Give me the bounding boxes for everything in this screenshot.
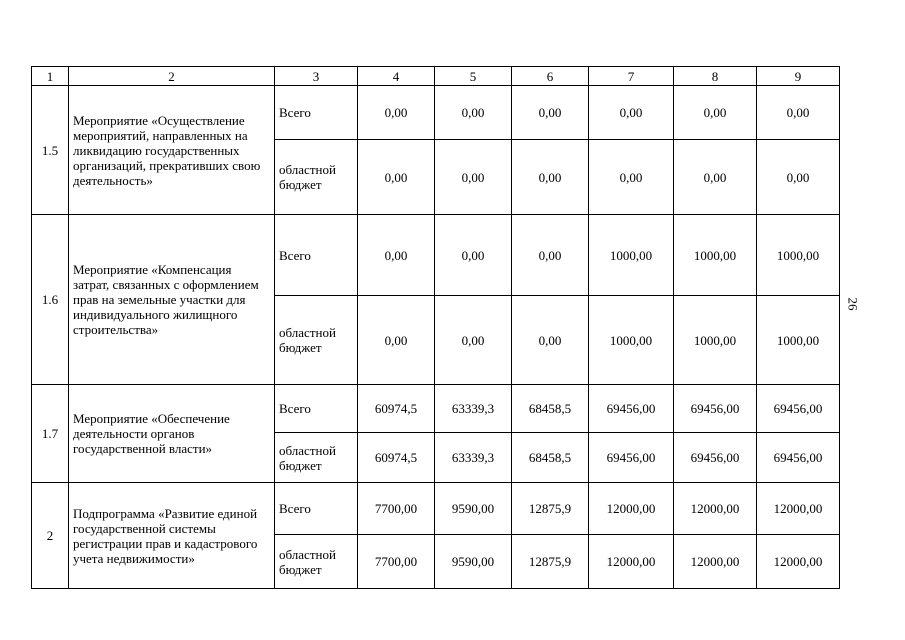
value-cell: 1000,00 <box>674 296 757 385</box>
funding-source: областной бюджет <box>275 433 358 483</box>
table-row <box>32 483 840 535</box>
value-cell: 0,00 <box>589 86 674 140</box>
value-cell: 1000,00 <box>589 215 674 296</box>
header-cell: 5 <box>435 67 512 86</box>
row-number: 2 <box>32 483 69 589</box>
value-cell: 1000,00 <box>757 296 840 385</box>
page-number: 26 <box>845 297 861 311</box>
value-cell: 69456,00 <box>589 385 674 433</box>
value-cell: 1000,00 <box>757 215 840 296</box>
table-row <box>32 86 840 140</box>
funding-source: Всего <box>275 385 358 433</box>
row-name: Мероприятие «Компенсация затрат, связанных с оформлением прав на земельные участки для индивидуального жилищного строительства» <box>69 215 275 385</box>
value-cell: 0,00 <box>358 140 435 215</box>
value-cell: 69456,00 <box>674 433 757 483</box>
header-cell: 3 <box>275 67 358 86</box>
table-row <box>32 385 840 433</box>
value-cell: 0,00 <box>358 86 435 140</box>
row-number: 1.6 <box>32 215 69 385</box>
value-cell: 0,00 <box>512 86 589 140</box>
value-cell: 69456,00 <box>757 385 840 433</box>
value-cell: 7700,00 <box>358 483 435 535</box>
header-cell: 1 <box>32 67 69 86</box>
value-cell: 1000,00 <box>674 215 757 296</box>
value-cell: 0,00 <box>358 215 435 296</box>
value-cell: 0,00 <box>435 86 512 140</box>
budget-table <box>31 66 840 589</box>
value-cell: 12000,00 <box>757 483 840 535</box>
header-cell: 7 <box>589 67 674 86</box>
value-cell: 0,00 <box>674 140 757 215</box>
value-cell: 0,00 <box>512 140 589 215</box>
value-cell: 69456,00 <box>589 433 674 483</box>
value-cell: 0,00 <box>674 86 757 140</box>
value-cell: 12875,9 <box>512 535 589 589</box>
value-cell: 9590,00 <box>435 483 512 535</box>
funding-source: областной бюджет <box>275 296 358 385</box>
header-row <box>32 67 840 86</box>
value-cell: 68458,5 <box>512 385 589 433</box>
value-cell: 0,00 <box>435 296 512 385</box>
header-cell: 9 <box>757 67 840 86</box>
row-name: Подпрограмма «Развитие единой государственной системы регистрации прав и кадастрового учета недвижимости» <box>69 483 275 589</box>
value-cell: 68458,5 <box>512 433 589 483</box>
value-cell: 12000,00 <box>757 535 840 589</box>
value-cell: 69456,00 <box>674 385 757 433</box>
funding-source: областной бюджет <box>275 140 358 215</box>
value-cell: 63339,3 <box>435 385 512 433</box>
value-cell: 0,00 <box>589 140 674 215</box>
value-cell: 60974,5 <box>358 433 435 483</box>
value-cell: 0,00 <box>512 296 589 385</box>
value-cell: 12000,00 <box>589 483 674 535</box>
funding-source: областной бюджет <box>275 535 358 589</box>
funding-source: Всего <box>275 483 358 535</box>
value-cell: 12000,00 <box>589 535 674 589</box>
header-cell: 4 <box>358 67 435 86</box>
value-cell: 7700,00 <box>358 535 435 589</box>
value-cell: 60974,5 <box>358 385 435 433</box>
header-cell: 8 <box>674 67 757 86</box>
header-cell: 6 <box>512 67 589 86</box>
row-number: 1.7 <box>32 385 69 483</box>
row-name: Мероприятие «Обеспечение деятельности органов государственной власти» <box>69 385 275 483</box>
funding-source: Всего <box>275 86 358 140</box>
table-row <box>32 215 840 296</box>
value-cell: 0,00 <box>757 140 840 215</box>
value-cell: 12000,00 <box>674 535 757 589</box>
value-cell: 0,00 <box>358 296 435 385</box>
value-cell: 0,00 <box>435 215 512 296</box>
row-number: 1.5 <box>32 86 69 215</box>
row-name: Мероприятие «Осуществление мероприятий, направленных на ликвидацию государственных организаций, прекративших свою деятельность» <box>69 86 275 215</box>
value-cell: 9590,00 <box>435 535 512 589</box>
value-cell: 0,00 <box>435 140 512 215</box>
value-cell: 12000,00 <box>674 483 757 535</box>
value-cell: 12875,9 <box>512 483 589 535</box>
value-cell: 0,00 <box>512 215 589 296</box>
funding-source: Всего <box>275 215 358 296</box>
header-cell: 2 <box>69 67 275 86</box>
value-cell: 69456,00 <box>757 433 840 483</box>
value-cell: 1000,00 <box>589 296 674 385</box>
value-cell: 63339,3 <box>435 433 512 483</box>
value-cell: 0,00 <box>757 86 840 140</box>
